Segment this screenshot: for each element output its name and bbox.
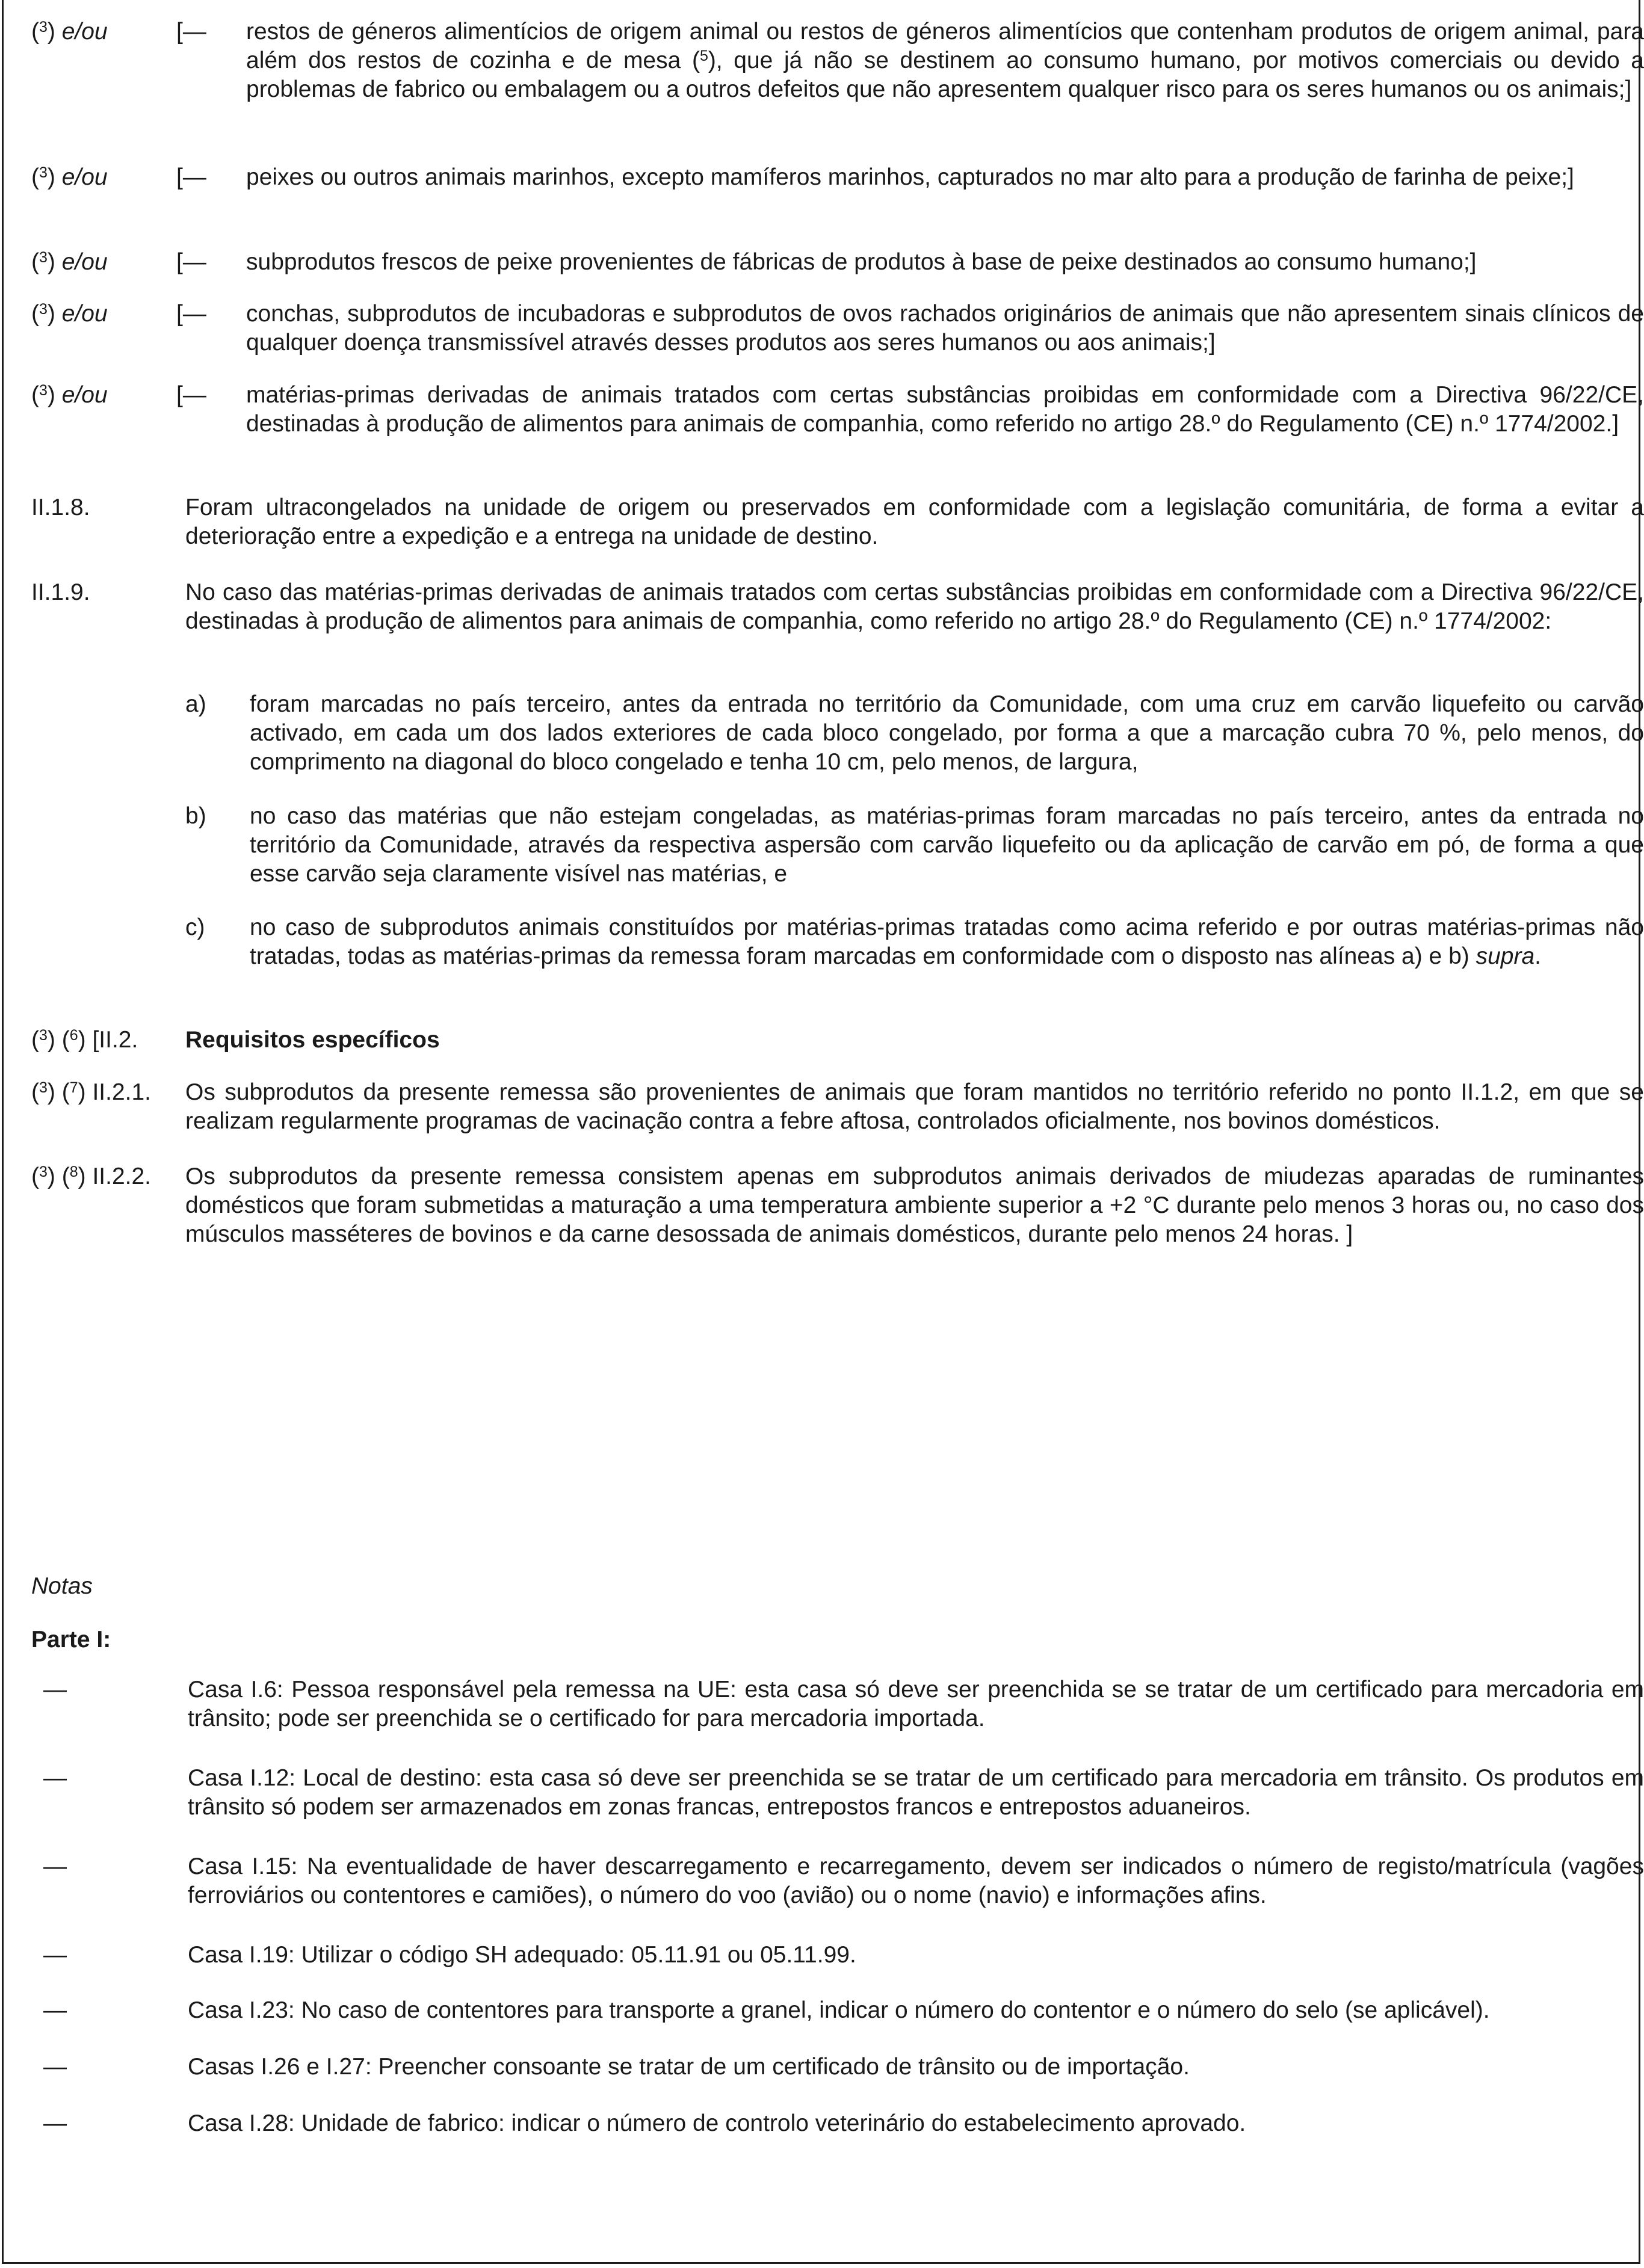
note-item: [31, 1764, 1644, 1824]
section-number: II.1.9.: [31, 579, 90, 605]
note-dash: —: [43, 1854, 67, 1879]
section-number: ($^3$) ($^8$) II.2.2.: [31, 1163, 152, 1189]
section-text: Os subprodutos da presente remessa consistem apenas em subprodutos animais derivados de miudezas aparadas de ruminantes domésticos que foram submetidas a maturação a uma temperatura ambiente superior a +2 °C durante pelo menos 3 horas ou, no caso dos músculos masséteres de bovinos e da carne desossada de animais domésticos, durante pelo menos 24 horas. ]: [185, 1163, 1644, 1247]
section-number: II.1.8.: [31, 495, 90, 520]
alternative-entry: [31, 381, 1644, 471]
section-number: ($^3$) ($^6$) [II.2.: [31, 1027, 138, 1053]
note-dash: —: [43, 1677, 67, 1703]
section-ii-2-heading: [31, 1026, 1644, 1056]
entry-bracket: [—: [176, 164, 206, 190]
list-item: [185, 913, 1644, 1003]
section-title: Requisitos específicos: [185, 1027, 440, 1053]
note-dash: —: [43, 1942, 67, 1968]
entry-ref: ($^3$) e/ou: [31, 19, 108, 45]
note-dash: —: [43, 1765, 67, 1791]
entry-text: matérias-primas derivadas de animais tratados com certas substâncias proibidas em conformidade com a Directiva 96/22/CE, destinadas à produção de alimentos para animais de companhia, como referido no artigo 28.º do Regulamento (CE) n.º 1774/2002.]: [246, 382, 1644, 437]
item-text: no caso de subprodutos animais constituídos por matérias-primas tratadas como acima referido e por outras matérias-primas não tratadas, todas as matérias-primas da remessa foram marcadas em conformidade com o disposto nas alíneas a) e b) supra.: [250, 914, 1644, 969]
alternative-entry: [31, 300, 1644, 360]
item-label: c): [185, 914, 205, 940]
section-ii-1-8: [31, 493, 1644, 553]
entry-text: subprodutos frescos de peixe provenientes de fábricas de produtos à base de peixe destinados ao consumo humano;]: [246, 249, 1477, 275]
note-text: Casa I.15: Na eventualidade de haver descarregamento e recarregamento, devem ser indicados o número de registo/matrícula (vagões ferroviários ou contentores e camiões), o número do voo (avião) ou o nome (navio) e informações afins.: [188, 1854, 1644, 1908]
section-text: Os subprodutos da presente remessa são provenientes de animais que foram mantidos no território referido no ponto II.1.2, em que se realizam regularmente programas de vacinação contra a febre aftosa, controlados oficialmente, nos bovinos domésticos.: [185, 1079, 1644, 1134]
notes-title: Notas: [31, 1573, 93, 1599]
alternative-entry: [31, 17, 1644, 150]
entry-bracket: [—: [176, 19, 206, 45]
entry-text: peixes ou outros animais marinhos, excepto mamíferos marinhos, capturados no mar alto para a produção de farinha de peixe;]: [246, 164, 1574, 190]
section-ii-2-1: [31, 1078, 1644, 1138]
section-ii-2-2: [31, 1162, 1644, 1253]
item-text: foram marcadas no país terceiro, antes da entrada no território da Comunidade, com uma cruz em carvão liquefeito ou carvão activado, em cada um dos lados exteriores de cada bloco congelado, por forma a que a marcação cubra 70 %, pelo menos, do comprimento na diagonal do bloco congelado e tenha 10 cm, pelo menos, de largura,: [250, 691, 1644, 775]
item-label: a): [185, 691, 206, 717]
note-dash: —: [43, 2110, 67, 2136]
alternative-entry: [31, 163, 1644, 223]
note-text: Casa I.12: Local de destino: esta casa só deve ser preenchida se se tratar de um certificado para mercadoria em trânsito. Os produtos em trânsito só podem ser armazenados em zonas francas, entrepostos francos e entrepostos aduaneiros.: [188, 1765, 1644, 1820]
note-item: [31, 1852, 1644, 1912]
list-item: [185, 690, 1644, 780]
note-dash: —: [43, 1997, 67, 2023]
section-text: Foram ultracongelados na unidade de origem ou preservados em conformidade com a legislação comunitária, de forma a evitar a deterioração entre a expedição e a entrega na unidade de destino.: [185, 495, 1644, 549]
note-text: Casa I.28: Unidade de fabrico: indicar o número de controlo veterinário do estabelecimento aprovado.: [188, 2110, 1246, 2136]
entry-ref: ($^3$) e/ou: [31, 249, 108, 275]
entry-ref: ($^3$) e/ou: [31, 301, 108, 327]
section-number: ($^3$) ($^7$) II.2.1.: [31, 1079, 152, 1105]
list-item: [185, 802, 1644, 892]
entry-bracket: [—: [176, 382, 206, 408]
entry-text: restos de géneros alimentícios de origem animal ou restos de géneros alimentícios que contenham produtos de origem animal, para além dos restos de cozinha e de mesa ($^5$), que já não se destinem ao consumo humano, por motivos comerciais ou devido a problemas de fabrico ou embalagem ou a outros defeitos que não apresentem qualquer risco para os seres humanos ou os animais;]: [246, 19, 1644, 102]
note-item: [31, 1996, 1644, 2026]
entry-ref: ($^3$) e/ou: [31, 382, 108, 408]
section-ii-1-9: [31, 578, 1644, 668]
item-label: b): [185, 803, 206, 829]
note-dash: —: [43, 2054, 67, 2080]
note-item: [31, 1941, 1644, 1971]
entry-bracket: [—: [176, 301, 206, 327]
note-text: Casa I.6: Pessoa responsável pela remessa na UE: esta casa só deve ser preenchida se se tratar de um certificado para mercadoria em trânsito; pode ser preenchida se o certificado for para mercadoria importada.: [188, 1677, 1644, 1731]
item-text: no caso das matérias que não estejam congeladas, as matérias-primas foram marcadas no país terceiro, antes da entrada no território da Comunidade, através da respectiva aspersão com carvão liquefeito ou da aplicação de carvão em pó, de forma a que esse carvão seja claramente visível nas matérias, e: [250, 803, 1644, 887]
notes-part-heading: Parte I:: [31, 1627, 111, 1653]
note-item: [31, 2109, 1644, 2139]
note-text: Casa I.19: Utilizar o código SH adequado: 05.11.91 ou 05.11.99.: [188, 1942, 856, 1968]
note-text: Casas I.26 e I.27: Preencher consoante se tratar de um certificado de trânsito ou de importação.: [188, 2054, 1190, 2080]
entry-ref: ($^3$) e/ou: [31, 164, 108, 190]
note-item: [31, 1675, 1644, 1736]
alternative-entry: [31, 248, 1644, 278]
entry-text: conchas, subprodutos de incubadoras e subprodutos de ovos rachados originários de animais que não apresentem sinais clínicos de qualquer doença transmissível através desses produtos aos seres humanos ou aos animais;]: [246, 301, 1644, 356]
section-text: No caso das matérias-primas derivadas de animais tratados com certas substâncias proibidas em conformidade com a Directiva 96/22/CE, destinadas à produção de alimentos para animais de companhia, como referido no artigo 28.º do Regulamento (CE) n.º 1774/2002:: [185, 579, 1644, 634]
entry-bracket: [—: [176, 249, 206, 275]
note-item: [31, 2053, 1644, 2083]
note-text: Casa I.23: No caso de contentores para transporte a granel, indicar o número do contentor e o número do selo (se aplicável).: [188, 1997, 1490, 2023]
